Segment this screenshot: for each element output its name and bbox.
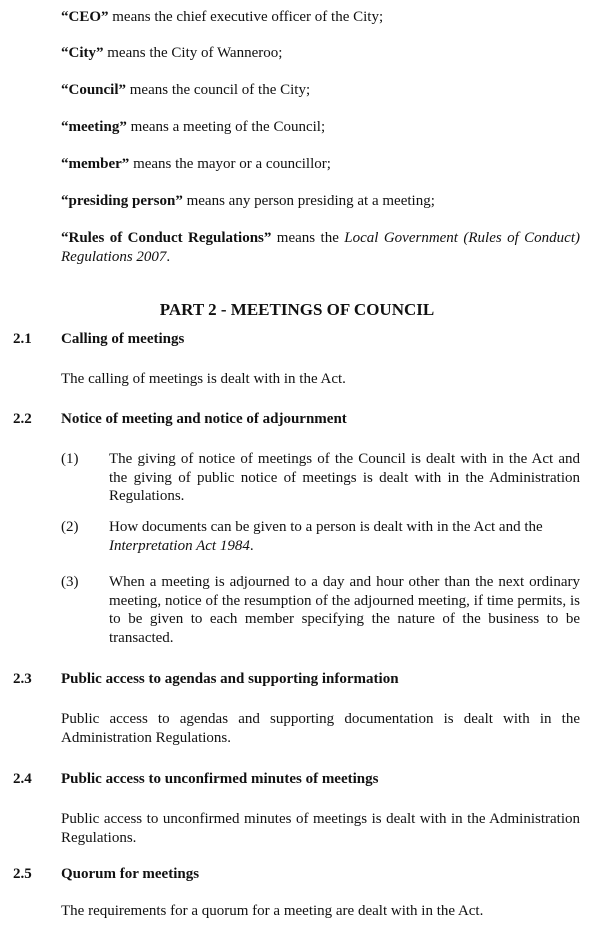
definition-presiding-person	[61, 192, 580, 211]
definition-city	[61, 44, 580, 63]
definition-text: means the	[271, 230, 345, 246]
definition-meeting	[61, 118, 580, 137]
definition-text: means the council of the City;	[126, 82, 311, 98]
definition-tail: .	[166, 248, 171, 265]
section-body: The requirements for a quorum for a meeting are dealt with in the Act.	[61, 903, 484, 919]
section-number: 2.2	[13, 411, 32, 427]
definition-term: “City”	[61, 45, 104, 61]
section-number: 2.5	[13, 866, 32, 882]
section-heading: Public access to agendas and supporting information	[61, 671, 399, 687]
definition-term: “presiding person”	[61, 193, 183, 209]
section-heading: Public access to unconfirmed minutes of meetings	[61, 771, 379, 787]
section-body: Public access to unconfirmed minutes of meetings is dealt with in the Administration Regulations.	[61, 811, 580, 846]
definition-member	[61, 155, 580, 174]
definition-italic: Local Government (Rules of Conduct) Regulations 2007	[61, 230, 581, 265]
definition-council	[61, 81, 580, 100]
section-heading: Quorum for meetings	[61, 866, 200, 882]
definition-term: “CEO”	[61, 9, 109, 25]
definition-text: means the City of Wanneroo;	[103, 45, 283, 61]
subsection-label: (2)	[61, 519, 79, 535]
definition-text: means the mayor or a councillor;	[129, 156, 331, 172]
definition-term: “meeting”	[61, 119, 127, 135]
definition-text: means a meeting of the Council;	[126, 119, 326, 135]
subsection-text	[109, 518, 580, 555]
section-body: Public access to agendas and supporting documentation is dealt with in the Administration Regulations.	[61, 711, 580, 746]
section-body: The calling of meetings is dealt with in the Act.	[61, 371, 346, 387]
subsection-text: The giving of notice of meetings of the Council is dealt with in the Act and the giving of public notice of meetings is dealt with in the Administration Regulations.	[109, 451, 580, 504]
section-number: 2.4	[13, 771, 32, 787]
definition-text: means the chief executive officer of the City;	[108, 9, 384, 25]
subsection-text: When a meeting is adjourned to a day and hour other than the next ordinary meeting, notice of the resumption of the adjourned meeting, if time permits, is to be given to each member specifying the nature of the business to be transacted.	[109, 574, 580, 646]
section-number: 2.3	[13, 671, 32, 687]
subsection-tail: .	[249, 537, 254, 554]
part-heading: PART 2 - MEETINGS OF COUNCIL	[159, 300, 435, 319]
definition-term: “Council”	[61, 82, 127, 98]
definition-rules-of-conduct	[61, 229, 580, 266]
subsection-label: (1)	[61, 451, 79, 467]
definition-term: “member”	[61, 156, 130, 172]
subsection-italic: Interpretation Act 1984	[109, 537, 250, 554]
section-heading: Notice of meeting and notice of adjournment	[61, 411, 347, 427]
definition-term: “Rules of Conduct Regulations”	[61, 230, 272, 246]
subsection-label: (3)	[61, 574, 79, 590]
section-heading: Calling of meetings	[61, 331, 185, 347]
section-number: 2.1	[13, 331, 32, 347]
subsection-text-main: How documents can be given to a person is dealt with in the Act and the	[109, 519, 543, 535]
definition-text: means any person presiding at a meeting;	[182, 193, 435, 209]
definition-ceo	[61, 8, 580, 27]
